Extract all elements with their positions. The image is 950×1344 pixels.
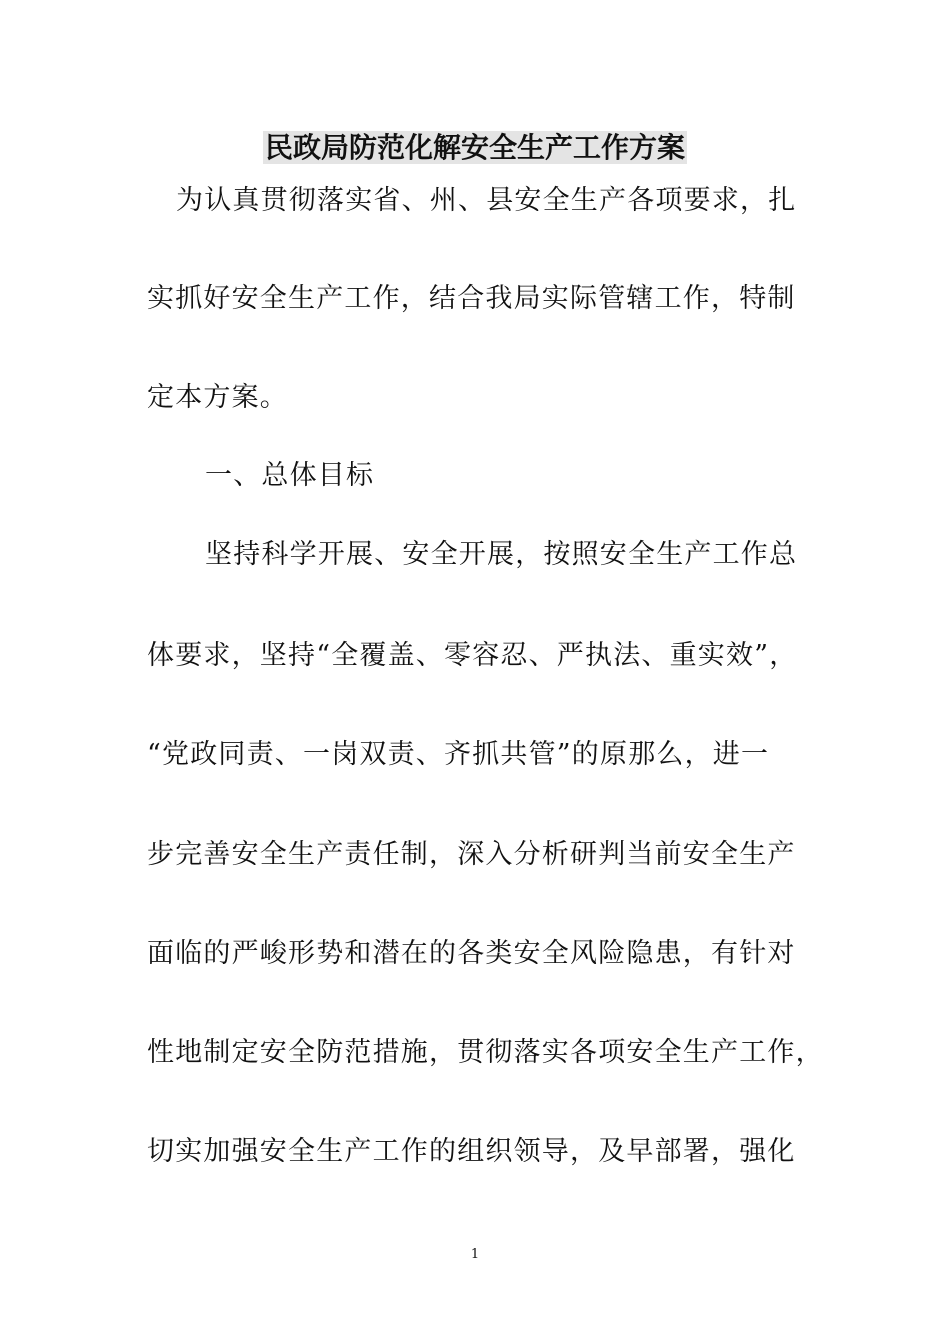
document-title — [0, 128, 950, 168]
paragraph-line: 性地制定安全防范措施，贯彻落实各项安全生产工作， — [147, 1037, 824, 1068]
paragraph-line: 面临的严峻形势和潜在的各类安全风险隐患，有针对 — [147, 938, 796, 969]
page-number: 1 — [470, 1247, 480, 1262]
document-title-text: 民政局防范化解安全生产工作方案 — [264, 131, 685, 164]
paragraph-line: 为认真贯彻落实省、州、县安全生产各项要求，扎 — [176, 185, 797, 216]
paragraph-line: 定本方案。 — [147, 382, 288, 413]
paragraph-line: 切实加强安全生产工作的组织领导，及早部署，强化 — [147, 1136, 796, 1167]
section-heading: 一、总体目标 — [205, 460, 375, 491]
paragraph-line: 坚持科学开展、安全开展，按照安全生产工作总 — [205, 539, 798, 570]
paragraph-line: “党政同责、一岗双责、齐抓共管”的原那么，进一 — [147, 739, 770, 770]
paragraph-line: 实抓好安全生产工作，结合我局实际管辖工作，特制 — [147, 283, 796, 314]
paragraph-line: 体要求，坚持“全覆盖、零容忍、严执法、重实效”， — [147, 640, 798, 671]
paragraph-line: 步完善安全生产责任制，深入分析研判当前安全生产 — [147, 839, 796, 870]
